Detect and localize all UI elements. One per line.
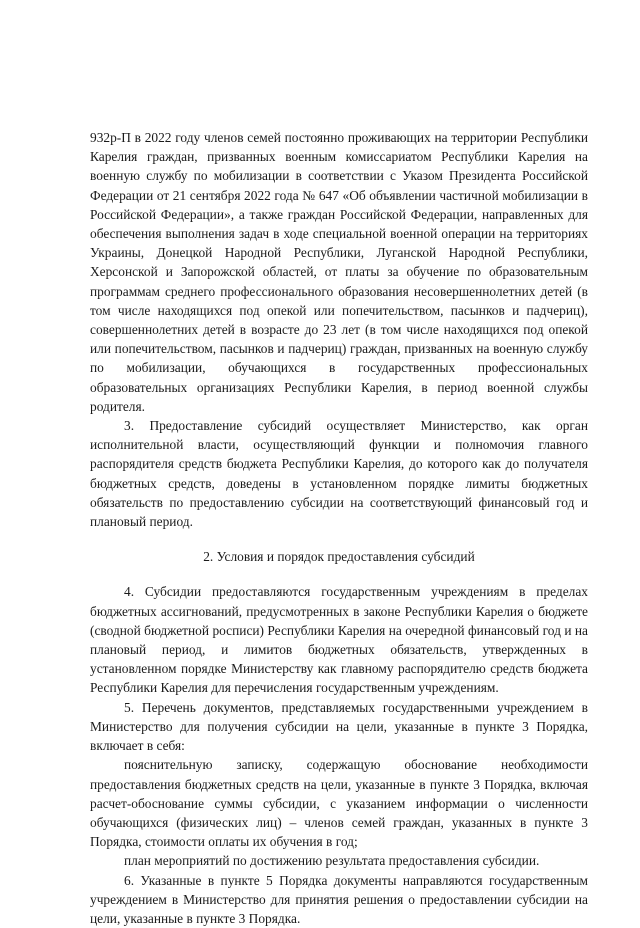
- paragraph-3: 3. Предоставление субсидий осуществляет Министерство, как орган исполнительной власти, осуществляющий функции и полномочия главного распорядителя средств бюджета Республики Карелия, до которого как до получателя бюджетных средств, доведены в установленном порядке лимиты бюджетных обязательств по предоставлению субсидии на соответствующий финансовый год и плановый период.: [90, 418, 588, 530]
- paragraph-5: 5. Перечень документов, представляемых государственными учреждением в Министерство для получения субсидии на цели, указанные в пункте 3 Порядка, включает в себя:: [90, 699, 588, 754]
- paragraph-6: 6. Указанные в пункте 5 Порядка документы направляются государственным учреждением в Министерство для принятия решения о предоставлении субсидии на цели, указанные в пункте 3 Порядка.: [90, 872, 588, 926]
- paragraph-continuation: 932р-П в 2022 году членов семей постоянно проживающих на территории Республики Карелия граждан, призванных военным комиссариатом Республики Карелия на военную службу по мобилизации в соответствии с Указом Президента Российской Федерации от 21 сентября 2022 года № 647 «Об объявлении частичной мобилизации в Российской Федерации», а также граждан Российской Федерации, направленных для обеспечения выполнения задач в ходе специальной военной операции на территориях Украины, Донецкой Народной Республики, Луганской Народной Республики, Херсонской и Запорожской областей, от платы за обучение по образовательным программам среднего профессионального образования несовершеннолетних детей (в том числе находящихся под опекой или попечительством, пасынков и падчериц), совершеннолетних детей в возрасте до 23 лет (в том числе находящихся под опекой или попечительством, пасынков и падчериц) граждан, призванных на военную службу по мобилизации, обучающихся в государственных профессиональных образовательных организациях Республики Карелия, в период военной службы родителя.: [90, 130, 588, 414]
- section-heading: 2. Условия и порядок предоставления субсидий: [203, 549, 475, 565]
- paragraph-4: 4. Субсидии предоставляются государственным учреждениям в пределах бюджетных ассигнований, предусмотренных в законе Республики Карелия о бюджете (сводной бюджетной росписи) Республики Карелия на очередной финансовый год и на плановый период, и лимитов бюджетных обязательств, утвержденных в установленном порядке Министерству как главному распорядителю средств бюджета Республики Карелия для перечисления государственным учреждениям.: [90, 584, 588, 696]
- paragraph-5-item-2: план мероприятий по достижению результата предоставления субсидии.: [124, 853, 540, 869]
- document-page: [90, 128, 588, 928]
- paragraph-5-item-1: пояснительную записку, содержащую обоснование необходимости предоставления бюджетных средств на цели, указанные в пункте 3 Порядка, включая расчет-обоснование суммы субсидии, с указанием информации о численности обучающихся (физических лиц) – членов семей граждан, указанных в пункте 3 Порядка, стоимости оплаты их обучения в год;: [90, 757, 588, 850]
